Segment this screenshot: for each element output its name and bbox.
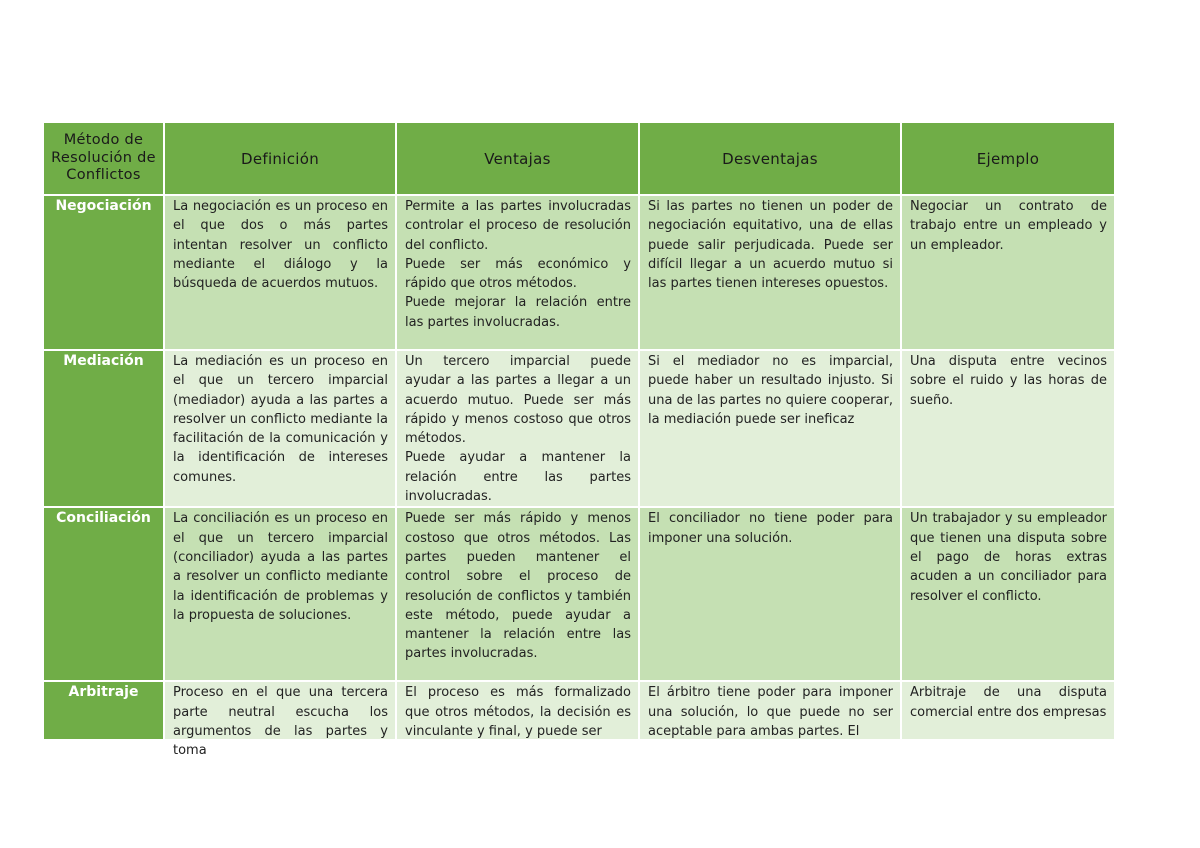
header-definition: Definición xyxy=(164,122,396,195)
table-row xyxy=(43,195,1115,350)
cell-paragraph: La mediación es un proceso en el que un tercero imparcial (mediador) ayuda a las partes a resolver un conflicto mediante la facilitación de la comunicación y la identificación de intereses comunes. xyxy=(173,354,388,485)
cell-paragraph: Una disputa entre vecinos sobre el ruido y las horas de sueño. xyxy=(910,354,1107,408)
definition-cell xyxy=(164,350,396,507)
disadvantages-cell xyxy=(639,681,901,740)
cell-paragraph: Negociar un contrato de trabajo entre un empleado y un empleador. xyxy=(910,199,1107,253)
definition-cell xyxy=(164,195,396,350)
header-method: Método de Resolución de Conflictos xyxy=(43,122,164,195)
example-cell xyxy=(901,195,1115,350)
cell-paragraph: Puede mejorar la relación entre las partes involucradas. xyxy=(405,295,631,330)
cell-paragraph: La conciliación es un proceso en el que un tercero imparcial (conciliador) ayuda a las partes a resolver un conflicto mediante la identificación de problemas y la propuesta de soluciones. xyxy=(173,511,388,623)
example-cell xyxy=(901,681,1115,740)
header-example: Ejemplo xyxy=(901,122,1115,195)
advantages-cell xyxy=(396,507,639,681)
disadvantages-cell xyxy=(639,350,901,507)
example-cell xyxy=(901,350,1115,507)
method-cell: Mediación xyxy=(43,350,164,507)
table-row xyxy=(43,507,1115,681)
header-row xyxy=(43,122,1115,195)
advantages-cell xyxy=(396,681,639,740)
method-cell: Arbitraje xyxy=(43,681,164,740)
cell-paragraph: La negociación es un proceso en el que dos o más partes intentan resolver un conflicto mediante el diálogo y la búsqueda de acuerdos mutuos. xyxy=(173,199,388,292)
table-row xyxy=(43,350,1115,507)
cell-paragraph: Un tercero imparcial puede ayudar a las partes a llegar a un acuerdo mutuo. Puede ser más rápido y menos costoso que otros métodos. xyxy=(405,354,631,447)
conflict-resolution-table xyxy=(42,121,1116,759)
cell-paragraph: Arbitraje de una disputa comercial entre dos empresas xyxy=(910,685,1107,720)
advantages-cell xyxy=(396,195,639,350)
example-cell xyxy=(901,507,1115,681)
header-disadvantages: Desventajas xyxy=(639,122,901,195)
table-row xyxy=(43,681,1115,740)
definition-cell xyxy=(164,681,396,759)
cell-paragraph: Si las partes no tienen un poder de negociación equitativo, una de ellas puede salir perjudicada. Puede ser difícil llegar a un acuerdo mutuo si las partes tienen intereses opuestos. xyxy=(648,199,893,292)
cell-paragraph: Si el mediador no es imparcial, puede haber un resultado injusto. Si una de las partes no quiere cooperar, la mediación puede ser ineficaz xyxy=(648,354,893,427)
cell-paragraph: Puede ser más rápido y menos costoso que otros métodos. Las partes pueden mantener el control sobre el proceso de resolución de conflictos y también este método, puede ayudar a mantener la relación entre las partes involucradas. xyxy=(405,511,631,662)
cell-paragraph: Proceso en el que una tercera parte neutral escucha los argumentos de las partes y toma xyxy=(173,685,388,759)
cell-paragraph: Un trabajador y su empleador que tienen una disputa sobre el pago de horas extras acuden a un conciliador para resolver el conflicto. xyxy=(910,511,1107,604)
advantages-cell xyxy=(396,350,639,507)
method-cell: Negociación xyxy=(43,195,164,350)
definition-cell xyxy=(164,507,396,681)
header-advantages: Ventajas xyxy=(396,122,639,195)
cell-paragraph: Puede ser más económico y rápido que otros métodos. xyxy=(405,256,631,292)
disadvantages-cell xyxy=(639,195,901,350)
cell-paragraph: El proceso es más formalizado que otros métodos, la decisión es vinculante y final, y puede ser xyxy=(405,685,631,739)
method-cell: Conciliación xyxy=(43,507,164,681)
disadvantages-cell xyxy=(639,507,901,681)
cell-paragraph: El conciliador no tiene poder para imponer una solución. xyxy=(648,511,893,546)
cell-paragraph: Permite a las partes involucradas controlar el proceso de resolución del conflicto. xyxy=(405,199,631,253)
cell-paragraph: Puede ayudar a mantener la relación entre las partes involucradas. xyxy=(405,450,631,505)
cell-paragraph: El árbitro tiene poder para imponer una solución, lo que puede no ser aceptable para ambas partes. El xyxy=(648,685,893,739)
